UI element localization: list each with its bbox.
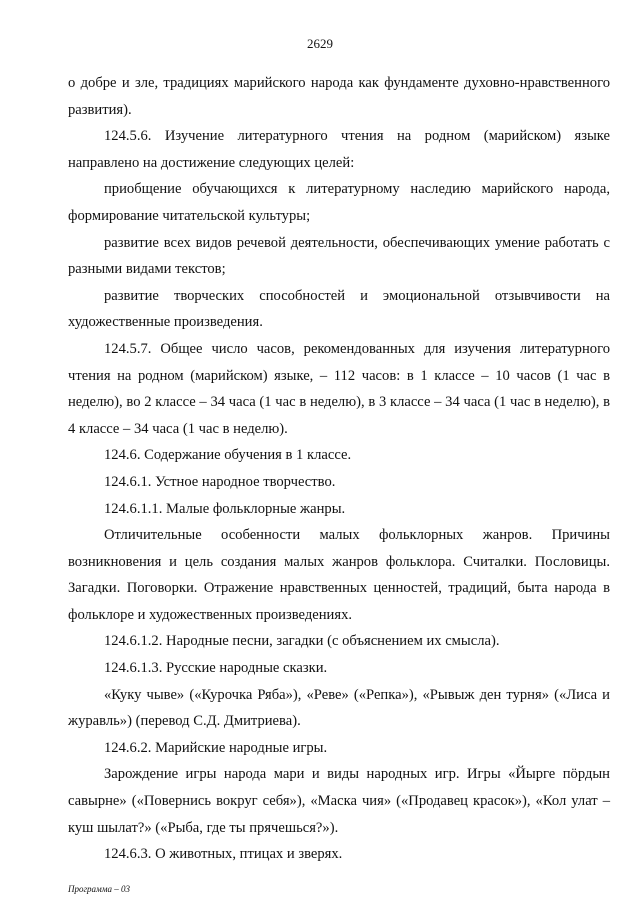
section-heading: 124.6.1.3. Русские народные сказки. <box>104 660 328 677</box>
page-number: 2629 <box>307 36 333 51</box>
section-heading: 124.6.1.2. Народные песни, загадки (с объяснением их смысла). <box>104 633 500 650</box>
paragraph: 124.5.7. Общее число часов, рекомендованных для изучения литературного чтения на родном (марийском) языке, – 112 часов: в 1 классе – 10 часов (1 час в неделю), во 2 классе – 34 часа (1 час в неделю), в 3 классе – 34 часа (1 час в неделю), в 4 классе – 34 часа (1 час в неделю). <box>68 340 610 437</box>
paragraph: о добре и зле, традициях марийского народа как фундаменте духовно-нравственного развития). <box>68 75 610 118</box>
paragraph: развитие всех видов речевой деятельности, обеспечивающих умение работать с разными видами текстов; <box>68 234 610 278</box>
paragraph: Зарождение игры народа мари и виды народных игр. Игры «Йырге пӧрдын савырне» («Повернись вокруг себя»), «Маска чия» («Продавец красок»), «Кол улат – куш шылат?» («Рыба, где ты прячешься?»). <box>68 766 610 836</box>
paragraph: приобщение обучающихся к литературному наследию марийского народа, формирование читательской культуры; <box>68 181 610 224</box>
section-heading: 124.6. Содержание обучения в 1 классе. <box>104 447 352 464</box>
page-footer: Программа – 03 <box>68 884 130 894</box>
paragraph: 124.5.6. Изучение литературного чтения на родном (марийском) языке направлено на достижение следующих целей: <box>68 128 610 171</box>
section-heading: 124.6.1.1. Малые фольклорные жанры. <box>104 500 346 517</box>
document-body <box>68 70 610 868</box>
paragraph: развитие творческих способностей и эмоциональной отзывчивости на художественные произведения. <box>68 287 610 331</box>
section-heading: 124.6.2. Марийские народные игры. <box>104 739 328 756</box>
section-heading: 124.6.3. О животных, птицах и зверях. <box>104 846 343 863</box>
section-heading: 124.6.1. Устное народное творчество. <box>104 473 336 490</box>
paragraph: «Куку чыве» («Курочка Ряба»), «Реве» («Репка»), «Рывыж ден турня» («Лиса и журавль») (перевод С.Д. Дмитриева). <box>68 686 610 730</box>
paragraph: Отличительные особенности малых фольклорных жанров. Причины возникновения и цель создания малых жанров фольклора. Считалки. Пословицы. Загадки. Поговорки. Отражение нравственных ценностей, традиций, быта народа в фольклоре и художественных произведениях. <box>68 527 610 623</box>
